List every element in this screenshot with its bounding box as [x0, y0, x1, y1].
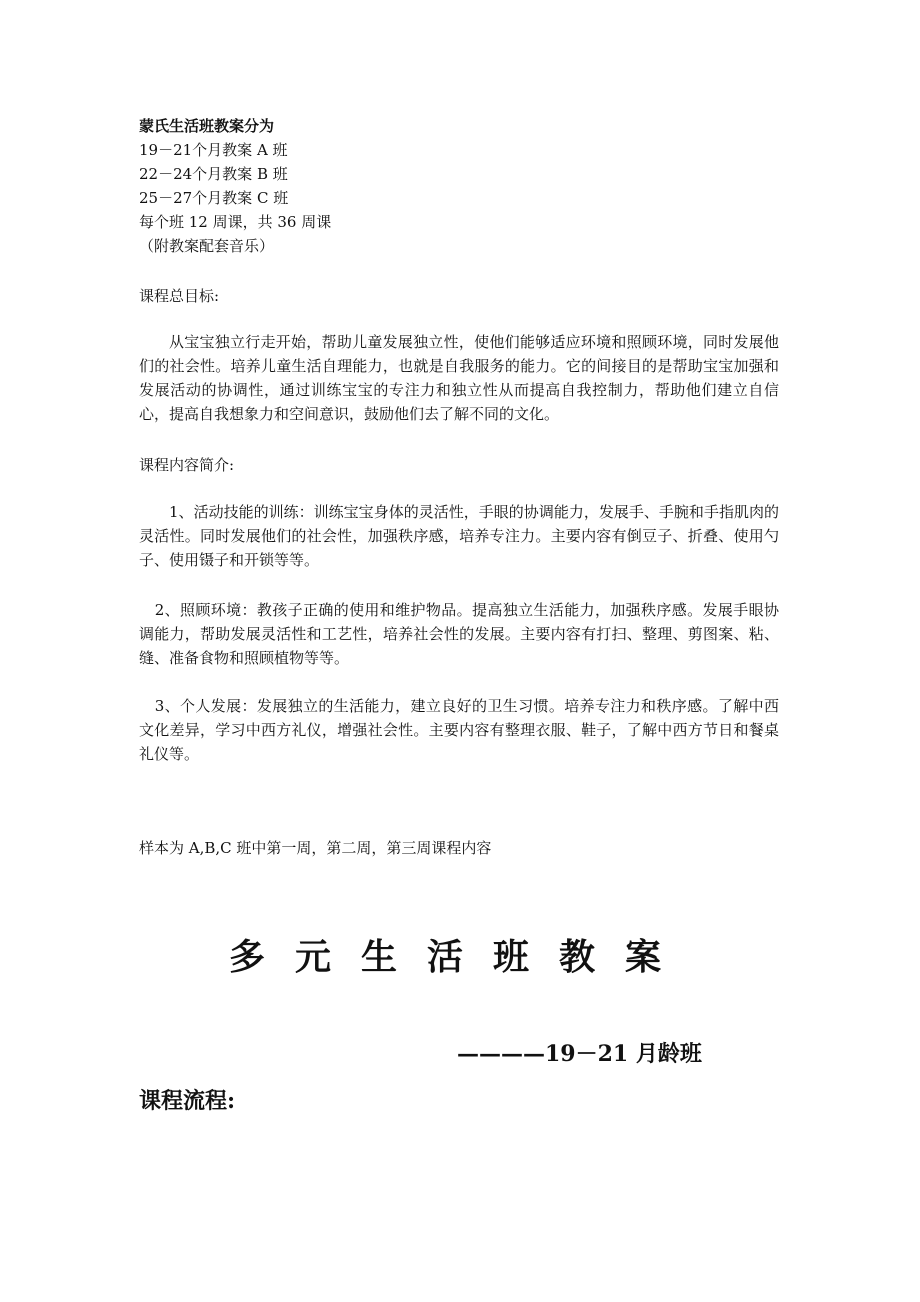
intro-line-a: 19－21个月教案 A 班 [139, 141, 288, 159]
content-item-3: 3、个人发展：发展独立的生活能力，建立良好的卫生习惯。培养专注力和秩序感。了解中西文化差异，学习中西方礼仪，增强社会性。主要内容有整理衣服、鞋子，了解中西方节日和餐桌礼仪等。 [139, 697, 779, 763]
intro-line-c: 25－27个月教案 C 班 [139, 189, 289, 207]
lesson-title: 多元生活班教案 [228, 936, 691, 978]
intro-line-b: 22－24个月教案 B 班 [139, 165, 288, 183]
content-item-2: 2、照顾环境：教孩子正确的使用和维护物品。提高独立生活能力，加强秩序感。发展手眼协调能力，帮助发展灵活性和工艺性，培养社会性的发展。主要内容有打扫、整理、剪图案、粘、缝、准备食物和照顾植物等等。 [139, 601, 779, 667]
lesson-subtitle: ————19－21 月龄班 [457, 1041, 702, 1067]
intro-line-music: （附教案配套音乐） [139, 237, 275, 255]
content-label: 课程内容简介: [139, 456, 235, 474]
sample-note: 样本为 A,B,C 班中第一周，第二周，第三周课程内容 [139, 839, 492, 857]
intro-heading: 蒙氏生活班教案分为 [139, 117, 275, 135]
intro-line-weeks: 每个班 12 周课，共 36 周课 [139, 213, 332, 231]
goal-paragraph: 从宝宝独立行走开始，帮助儿童发展独立性，使他们能够适应环境和照顾环境，同时发展他们的社会性。培养儿童生活自理能力，也就是自我服务的能力。它的间接目的是帮助宝宝加强和发展活动的协调性，通过训练宝宝的专注力和独立性从而提高自我控制力，帮助他们建立自信心，提高自我想象力和空间意识，鼓励他们去了解不同的文化。 [139, 333, 779, 423]
goal-label: 课程总目标: [139, 287, 220, 305]
flow-heading: 课程流程: [139, 1088, 236, 1114]
content-item-1: 1、活动技能的训练：训练宝宝身体的灵活性，手眼的协调能力，发展手、手腕和手指肌肉的灵活性。同时发展他们的社会性，加强秩序感，培养专注力。主要内容有倒豆子、折叠、使用勺子、使用镊子和开锁等等。 [139, 503, 779, 569]
